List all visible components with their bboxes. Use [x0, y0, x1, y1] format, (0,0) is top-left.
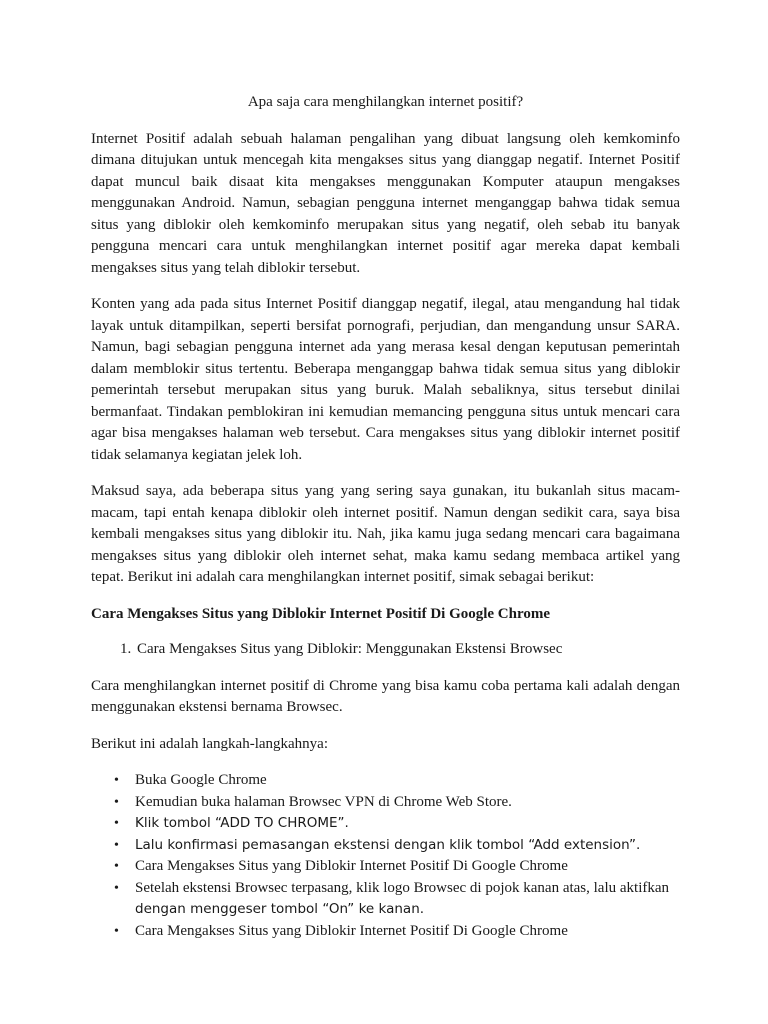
- list-item-text: Lalu konfirmasi pemasangan ekstensi dengan klik tombol “Add extension”.: [135, 836, 641, 853]
- list-item: [114, 878, 680, 921]
- bullet-icon: •: [114, 880, 119, 896]
- list-item: [114, 921, 680, 943]
- bullet-icon: •: [114, 837, 119, 853]
- list-item-text: Klik tombol “ADD TO CHROME”.: [135, 815, 349, 831]
- list-item: [114, 856, 680, 878]
- numbered-list: [91, 639, 680, 661]
- bullet-icon: •: [114, 816, 119, 831]
- paragraph-purpose: Maksud saya, ada beberapa situs yang yang sering saya gunakan, itu bukanlah situs macam-macam, tapi entah kenapa diblokir oleh internet positif. Namun dengan sedikit cara, saya bisa kembali mengakses situs yang diblokir itu. Nah, jika kamu juga sedang mencari cara bagaimana mengakses situs yang diblokir oleh internet sehat, maka kamu sedang membaca artikel yang tepat. Berikut ini adalah cara menghilangkan internet positif, simak sebagai berikut:: [91, 483, 680, 585]
- list-item-text: Buka Google Chrome: [135, 772, 267, 788]
- list-item-text: Cara Mengakses Situs yang Diblokir Internet Positif Di Google Chrome: [135, 858, 568, 874]
- bullet-icon: •: [114, 794, 119, 810]
- steps-intro: Berikut ini adalah langkah-langkahnya:: [91, 735, 329, 752]
- paragraph-intro: Internet Positif adalah sebuah halaman pengalihan yang dibuat langsung oleh kemkominfo dimana ditujukan untuk mencegah kita mengakses situs yang dianggap negatif. Internet Positif dapat muncul baik disaat kita mengakses menggunakan Komputer ataupun mengakses menggunakan Android. Namun, sebagian pengguna internet menganggap bahwa tidak semua situs yang diblokir oleh kemkominfo merupakan situs yang negatif, oleh sebab itu banyak pengguna mencari cara untuk menghilangkan internet positif agar mereka dapat kembali mengakses situs yang telah diblokir tersebut.: [91, 130, 680, 276]
- paragraph-content: Konten yang ada pada situs Internet Positif dianggap negatif, ilegal, atau mengandung hal tidak layak untuk ditampilkan, seperti bersifat pornografi, perjudian, dan mengandung unsur SARA. Namun, bagi sebagian pengguna internet ada yang merasa kesal dengan keputusan pemerintah dalam memblokir situs tertentu. Beberapa menganggap bahwa tidak semua situs yang diblokir pemerintah tersebut merupakan situs yang buruk. Malah sebaliknya, situs tersebut dinilai bermanfaat. Tindakan pemblokiran ini kemudian memancing pengguna situs untuk mencari cara agar bisa mengakses halaman web tersebut. Cara mengakses situs yang diblokir internet positif tidak selamanya kegiatan jelek loh.: [91, 296, 680, 463]
- steps-list: [91, 770, 680, 942]
- list-item-text-continued: dengan menggeser tombol “On” ke kanan.: [135, 901, 425, 917]
- bullet-icon: •: [114, 923, 119, 939]
- list-item-text: Kemudian buka halaman Browsec VPN di Chrome Web Store.: [135, 793, 512, 810]
- bullet-icon: •: [114, 859, 119, 874]
- section-heading: Cara Mengakses Situs yang Diblokir Internet Positif Di Google Chrome: [91, 605, 551, 622]
- list-item: [114, 792, 680, 814]
- list-item: [114, 835, 680, 857]
- list-item: [114, 813, 680, 835]
- bullet-icon: •: [114, 773, 119, 788]
- document-title: Apa saja cara menghilangkan internet positif?: [247, 94, 524, 110]
- list-item: [114, 770, 680, 792]
- list-item-text: Setelah ekstensi Browsec terpasang, klik logo Browsec di pojok kanan atas, lalu aktifkan: [135, 879, 670, 896]
- numbered-item: 1. Cara Mengakses Situs yang Diblokir: Menggunakan Ekstensi Browsec: [135, 639, 680, 661]
- paragraph-browsec: Cara menghilangkan internet positif di Chrome yang bisa kamu coba pertama kali adalah dengan menggunakan ekstensi bernama Browsec.: [91, 677, 680, 715]
- list-item-text: Cara Mengakses Situs yang Diblokir Internet Positif Di Google Chrome: [135, 922, 568, 939]
